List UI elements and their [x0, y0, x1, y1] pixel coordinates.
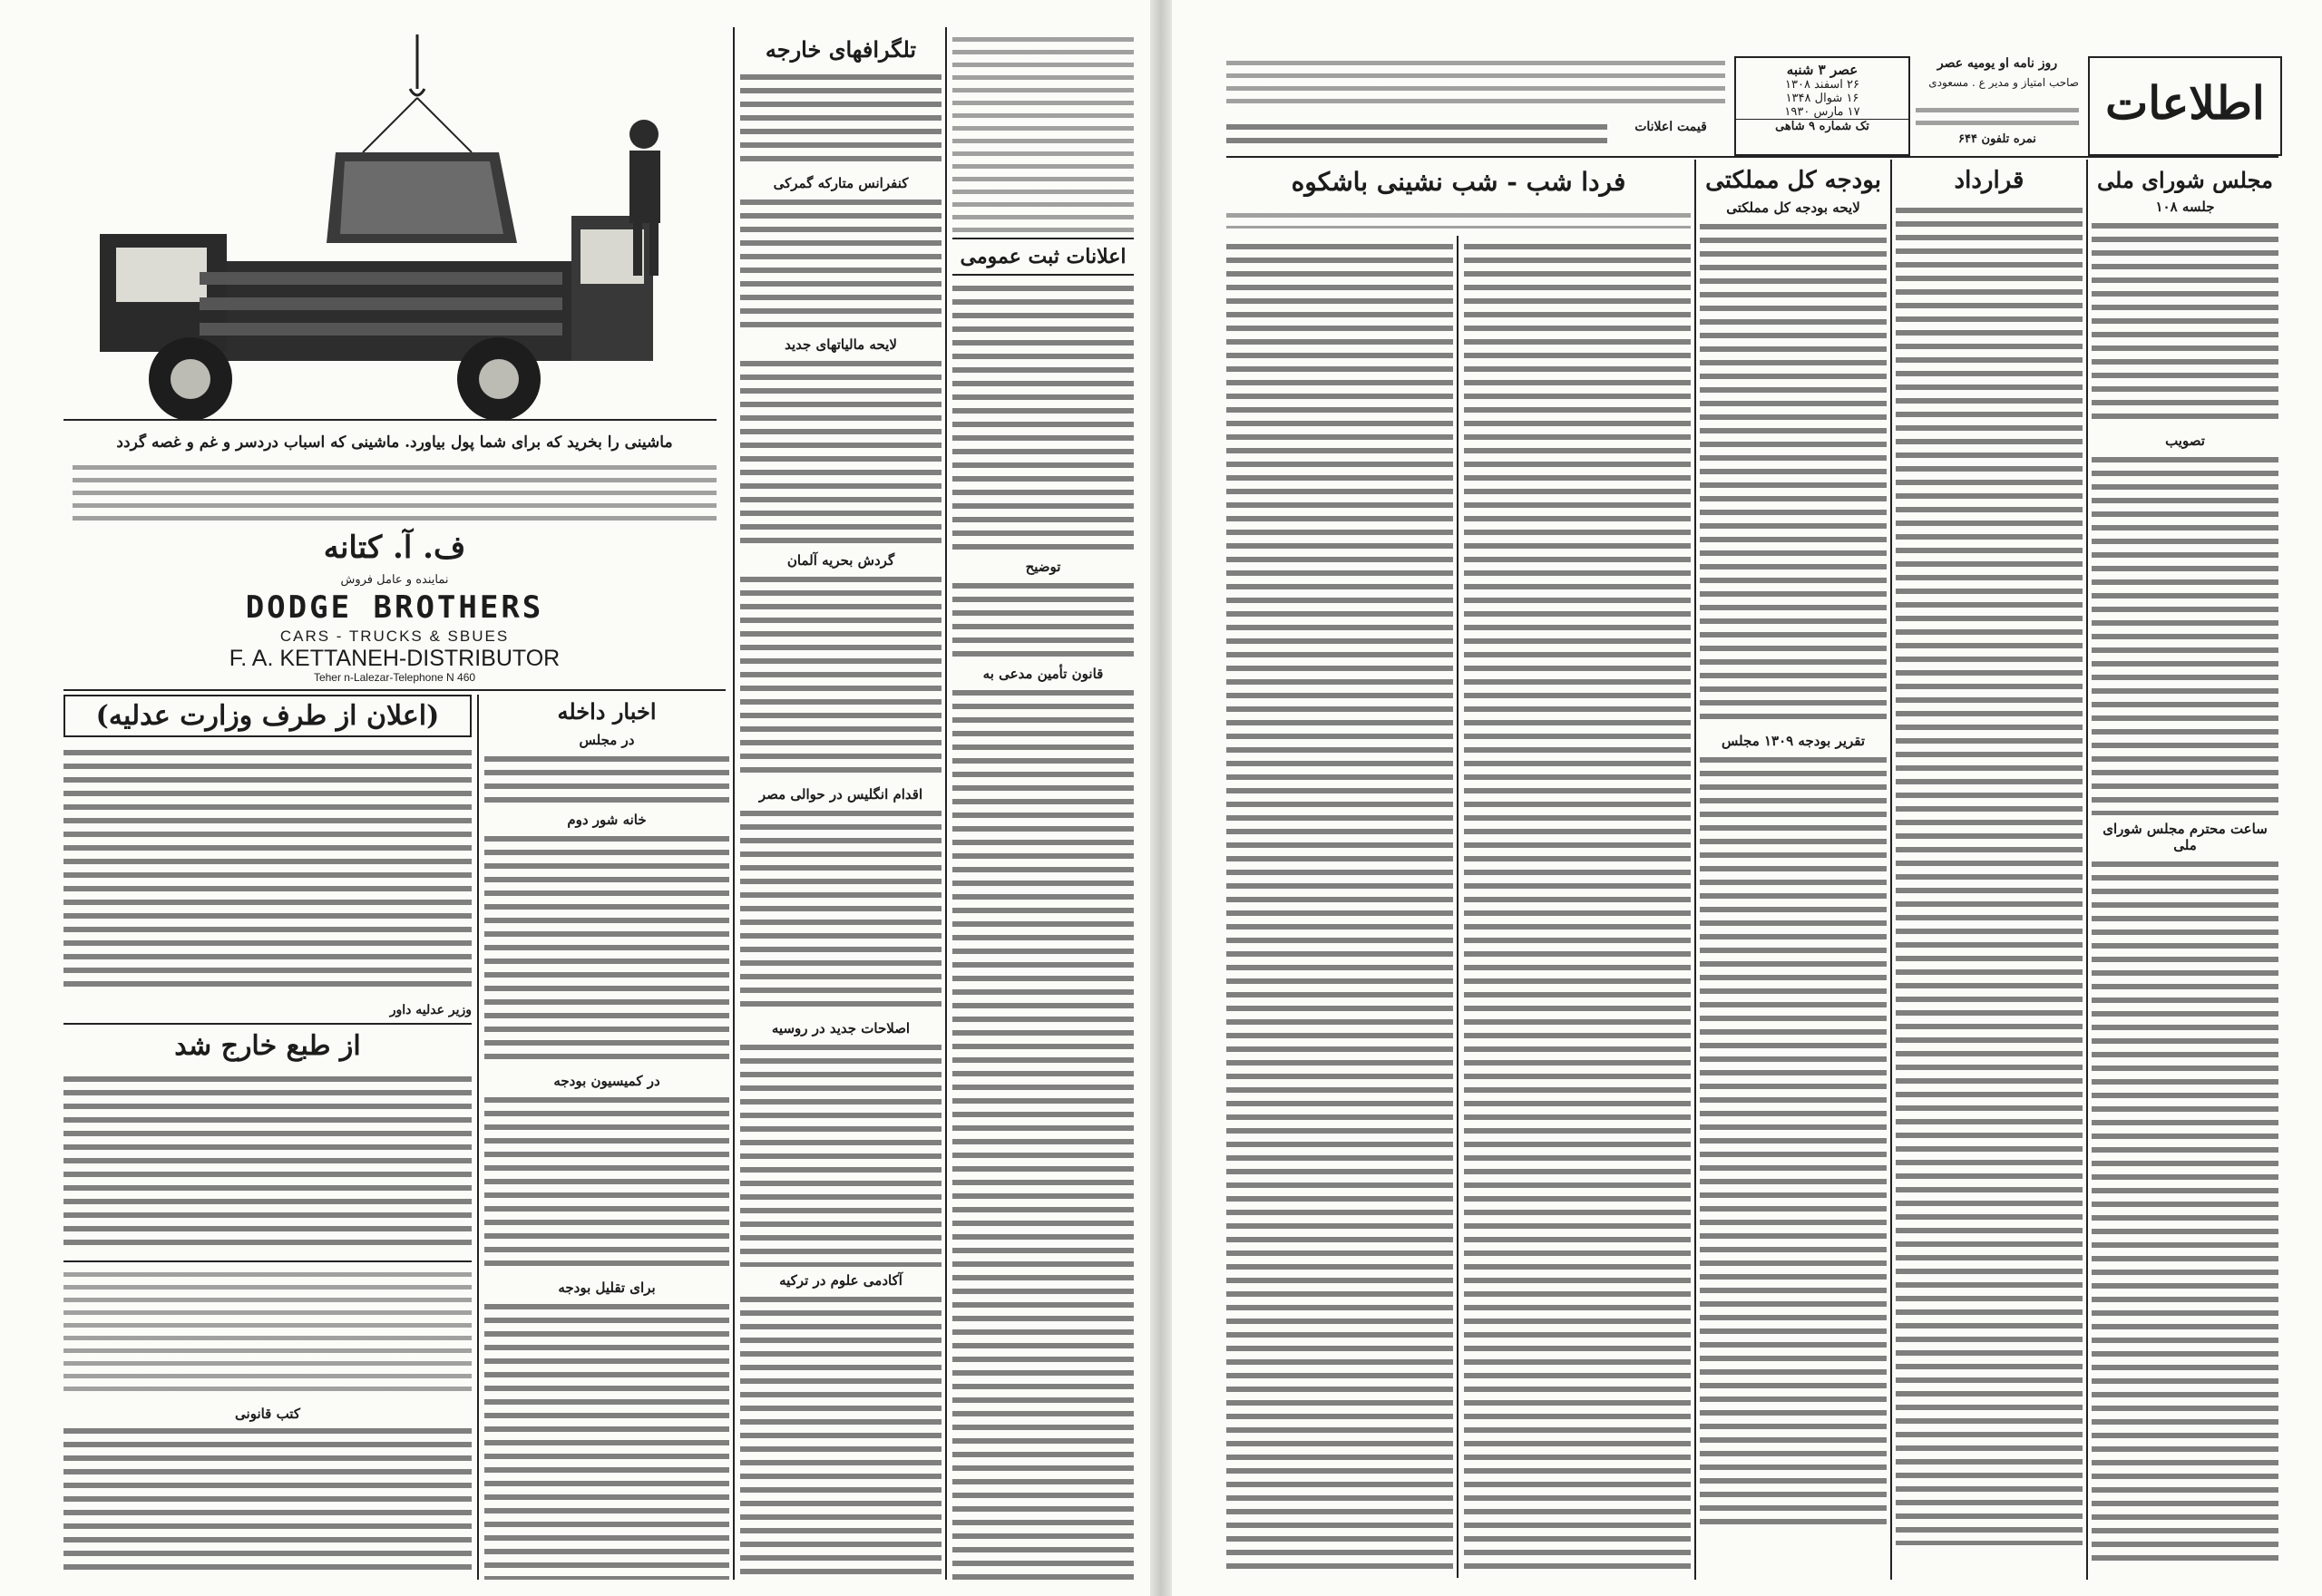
domestic-subhead-2: خانه شور دوم [567, 812, 647, 828]
masthead-date-block [1734, 56, 1910, 156]
truck-illustration [63, 34, 717, 424]
masthead-subscription [1226, 56, 1725, 152]
article-majlis [2092, 163, 2278, 1578]
date-gregorian: ۱۷ مارس ۱۹۳۰ [1784, 105, 1860, 119]
masthead-logo-text: اطلاعات [2105, 76, 2265, 130]
budget-book-body [63, 1072, 472, 1253]
page-gutter [1150, 0, 1172, 1596]
ad-brand: DODGE BROTHERS [245, 589, 544, 626]
date-persian: ۲۶ اسفند ۱۳۰۸ [1785, 78, 1859, 92]
budget-book-notice [63, 1028, 472, 1576]
issue-price: تک شماره ۹ شاهی [1736, 119, 1908, 133]
ad-products: CARS - TRUCKS & SBUES [279, 628, 510, 645]
ad-agent-name: ف. آ. کتانه [323, 530, 466, 566]
date-hijri: ۱۶ شوال ۱۳۴۸ [1785, 92, 1859, 105]
budget-book-title: از طبع خارج شد [174, 1030, 361, 1062]
masthead-issue-info [1916, 56, 2079, 152]
justice-notice-title: (اعلان از طرف وزارت عدلیه) [63, 695, 472, 737]
contract-title: قرارداد [1954, 167, 2024, 194]
subscription-heading: قیمت اعلانات [1634, 120, 1707, 134]
foreign-subhead-6: آکادمی علوم در ترکیه [779, 1272, 902, 1289]
domestic-subhead-1: در مجلس [579, 732, 635, 748]
newspaper-page-left [0, 0, 1150, 1596]
budget-subhead-1: لایحه بودجه کل مملکتی [1726, 200, 1860, 216]
justice-notice-body [63, 745, 472, 990]
domestic-news-title: اخبار داخله [557, 698, 657, 725]
notices-subhead-2: قانون تأمین مدعی به [982, 666, 1104, 682]
majlis-session: جلسه ۱۰۸ [2155, 199, 2215, 215]
notices-title: اعلانات ثبت عمومی [952, 238, 1134, 276]
ad-distributor: F. A. KETTANEH-DISTRIBUTOR [229, 646, 561, 671]
tomorrow-lede [1226, 209, 1691, 229]
foreign-telegrams [740, 33, 941, 1580]
domestic-subhead-3: در کمیسیون بودجه [553, 1073, 660, 1089]
budget-subhead-2: تقریر بودجه ۱۳۰۹ مجلس [1721, 733, 1866, 749]
justice-notice [63, 695, 472, 1021]
misc-notice-body [63, 1268, 472, 1395]
tomorrow-body-left [1226, 239, 1453, 1572]
ad-address: Teher n-Lalezar-Telephone N 460 [313, 671, 476, 684]
foreign-subhead-2: لایحه مالیاتهای جدید [785, 336, 897, 353]
budget-title: بودجه کل مملکتی [1705, 167, 1881, 194]
date-weekday: عصر ۳ شنبه [1786, 62, 1859, 78]
majlis-subhead-2: ساعت محترم مجلس شورای ملی [2102, 821, 2268, 853]
tomorrow-body-right [1464, 239, 1691, 1572]
foreign-subhead-4: اقدام انگلیس در حوالی مصر [758, 786, 923, 803]
domestic-subhead-4: برای تقلیل بودجه [558, 1280, 656, 1296]
domestic-news [484, 695, 729, 1580]
tomorrow-title: فردا شب - شب نشینی باشکوه [1291, 167, 1626, 197]
legal-books-body [63, 1424, 472, 1574]
issue-info-line-3: نمره تلفون ۶۴۴ [1958, 132, 2036, 146]
majlis-title: مجلس شورای ملی [2097, 167, 2273, 193]
majlis-subhead-1: تصویب [2165, 433, 2205, 449]
ad-agent-role: نماینده و عامل فروش [340, 573, 449, 587]
issue-info-line-1: روز نامه او یومیه عصر [1937, 56, 2058, 71]
article-budget [1700, 163, 1887, 1578]
dodge-ad [63, 34, 726, 669]
registration-notices [952, 33, 1134, 1580]
foreign-subhead-5: اصلاحات جدید در روسیه [771, 1020, 911, 1036]
masthead-logo [2088, 56, 2282, 156]
article-contract [1896, 163, 2083, 1578]
foreign-subhead-1: کنفرانس متارکه گمرکی [773, 175, 909, 191]
notices-subhead-1: توضیح [1025, 559, 1061, 575]
newspaper-page-right [1172, 0, 2322, 1596]
foreign-telegrams-title: تلگرافهای خارجه [765, 36, 917, 63]
foreign-subhead-3: گردش بحریه آلمان [786, 552, 895, 569]
article-tomorrow [1226, 163, 1691, 1578]
legal-books-heading: کتب قانونی [235, 1406, 300, 1422]
ad-slogan: ماشینی را بخرید که برای شما پول بیاورد. ماشینی که اسباب دردسر و غم و غصه گردد [116, 433, 673, 452]
ad-body-text [73, 461, 717, 522]
justice-notice-signature: وزیر عدلیه داور [389, 1003, 472, 1017]
issue-info-line-2: صاحب امتیاز و مدیر ع . مسعودی [1928, 76, 2079, 89]
